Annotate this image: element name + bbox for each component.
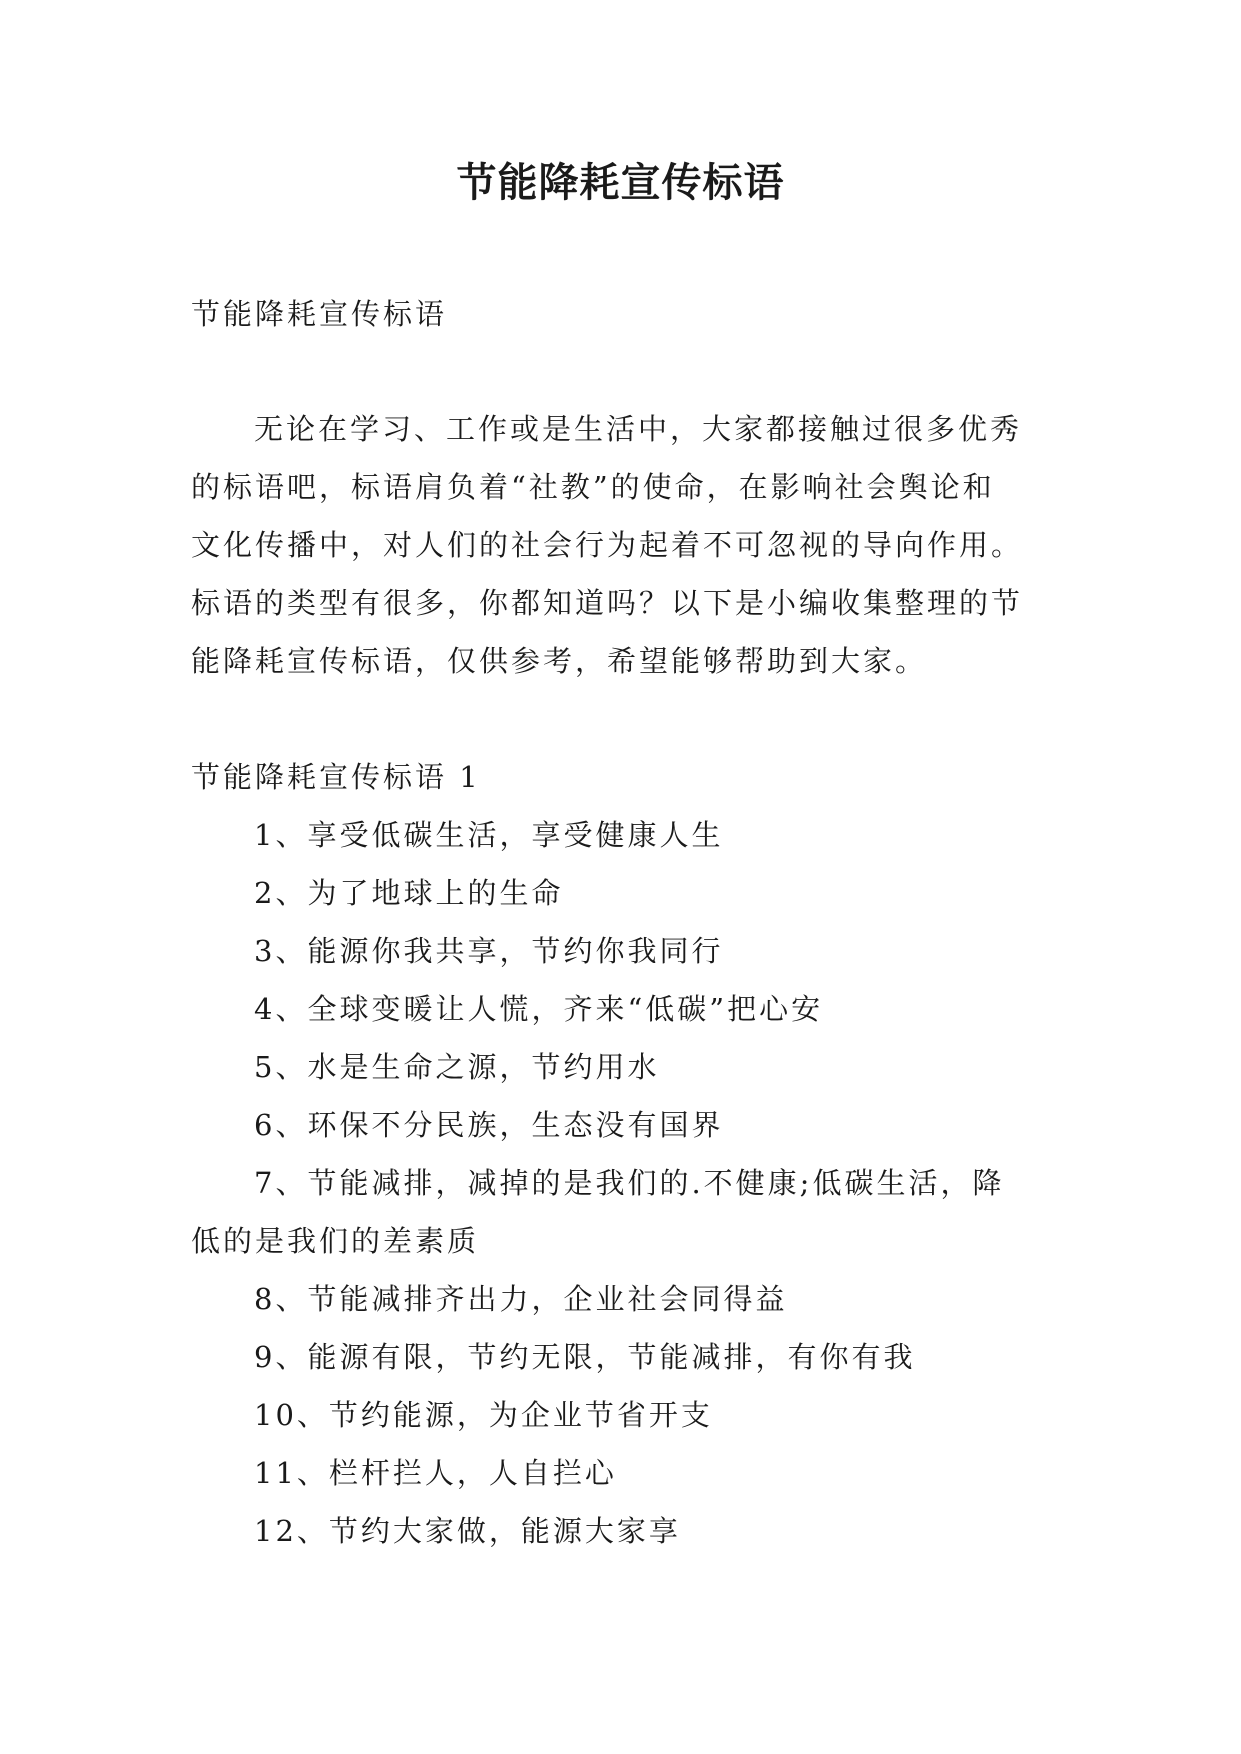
intro-line: 文化传播中，对人们的社会行为起着不可忽视的导向作用。 — [191, 528, 1024, 562]
intro-line: 能降耗宣传标语，仅供参考，希望能够帮助到大家。 — [191, 644, 928, 678]
list-item: 3、能源你我共享，节约你我同行 — [254, 934, 724, 968]
list-item: 1、享受低碳生活，享受健康人生 — [254, 818, 724, 852]
intro-line: 无论在学习、工作或是生活中，大家都接触过很多优秀 — [254, 412, 1023, 446]
list-item: 5、水是生命之源，节约用水 — [254, 1050, 660, 1084]
document-title: 节能降耗宣传标语 — [456, 159, 785, 206]
list-item: 10、节约能源，为企业节省开支 — [254, 1398, 713, 1432]
list-item: 4、全球变暖让人慌，齐来“低碳”把心安 — [254, 992, 824, 1026]
list-item: 6、环保不分民族，生态没有国界 — [254, 1108, 724, 1142]
list-item-continuation: 低的是我们的差素质 — [191, 1224, 480, 1258]
section-heading: 节能降耗宣传标语 1 — [191, 760, 481, 794]
list-item: 7、节能减排，减掉的是我们的.不健康;低碳生活，降 — [254, 1166, 1005, 1200]
list-item: 2、为了地球上的生命 — [254, 876, 564, 910]
intro-line: 的标语吧，标语肩负着“社教”的使命，在影响社会舆论和 — [191, 470, 995, 504]
list-item: 11、栏杆拦人，人自拦心 — [254, 1456, 617, 1490]
intro-line: 标语的类型有很多，你都知道吗？以下是小编收集整理的节 — [191, 586, 1024, 620]
document-subtitle: 节能降耗宣传标语 — [191, 297, 448, 331]
list-item: 12、节约大家做，能源大家享 — [254, 1514, 681, 1548]
list-item: 8、节能减排齐出力，企业社会同得益 — [254, 1282, 788, 1316]
list-item: 9、能源有限，节约无限，节能减排，有你有我 — [254, 1340, 916, 1374]
